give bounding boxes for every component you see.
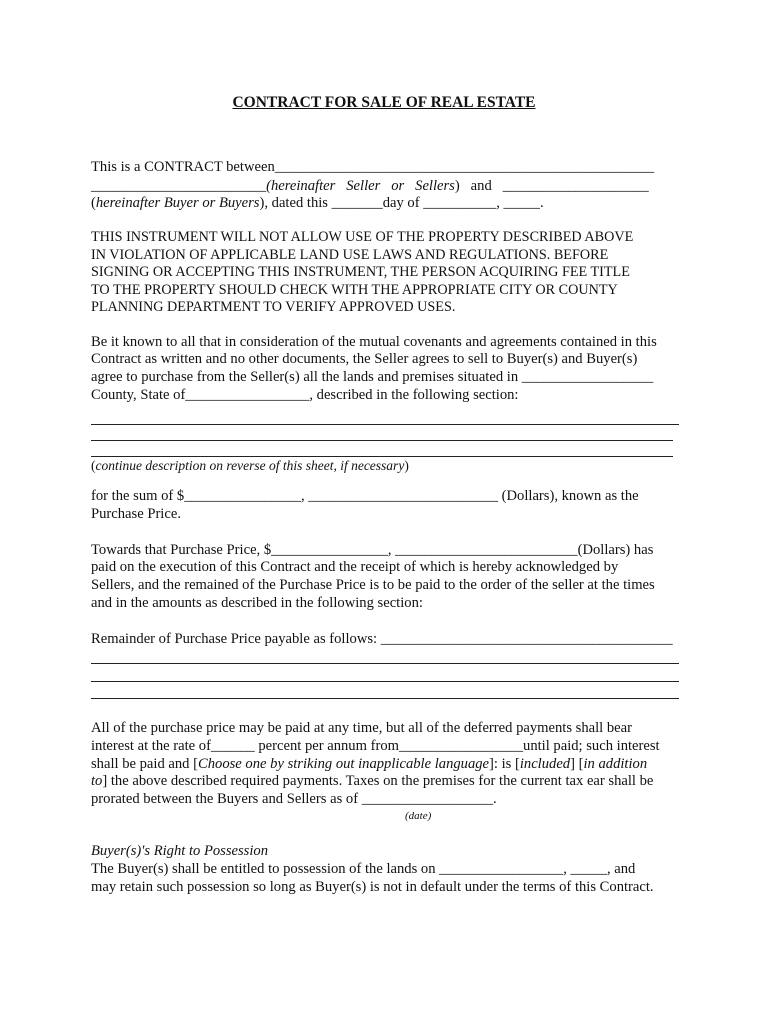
interest-line-2: interest at the rate of______ percent per annum from_________________until paid; such interest (91, 738, 660, 754)
option-included: included (519, 756, 571, 772)
date-label: (date) (405, 810, 432, 822)
interest-line-1: All of the purchase price may be paid at any time, but all of the deferred payments shall bear (91, 720, 632, 736)
continue-note-text: continue description on reverse of this sheet, if necessary (95, 458, 405, 473)
warning-line-4: TO THE PROPERTY SHOULD CHECK WITH THE APPROPRIATE CITY OR COUNTY (91, 282, 618, 298)
remainder-blank-line (91, 698, 679, 699)
towards-line-4: and in the amounts as described in the following section: (91, 595, 423, 611)
buyer-blank: ) and ____________________ (454, 178, 649, 194)
warning-line-3: SIGNING OR ACCEPTING THIS INSTRUMENT, THE PERSON ACQUIRING FEE TITLE (91, 264, 630, 280)
description-line (91, 440, 673, 441)
remainder-blank-line (91, 681, 679, 682)
interest-line-4 (91, 772, 679, 790)
towards-line-1: Towards that Purchase Price, $________________, _________________________(Dollars) has (91, 542, 654, 558)
interest-text: ] [ (570, 756, 584, 772)
interest-text: ] the above described required payments. Taxes on the premises for the current tax ear shall be (102, 773, 654, 789)
interest-text: ]: is [ (489, 756, 520, 772)
known-line-1: Be it known to all that in consideration of the mutual covenants and agreements contained in this (91, 334, 657, 350)
interest-line-3 (91, 755, 679, 773)
description-line (91, 424, 679, 425)
remainder-blank-line (91, 663, 679, 664)
parties-line-1: This is a CONTRACT between____________________________________________________ (91, 159, 655, 175)
known-line-2: Contract as written and no other documents, the Seller agrees to sell to Buyer(s) and Buyer(s) (91, 351, 638, 367)
option-in-addition: in addition (583, 756, 648, 772)
buyer-designation: hereinafter Buyer or Buyers (95, 195, 260, 211)
warning-line-1: THIS INSTRUMENT WILL NOT ALLOW USE OF THE PROPERTY DESCRIBED ABOVE (91, 229, 634, 245)
warning-line-5: PLANNING DEPARTMENT TO VERIFY APPROVED USES. (91, 299, 456, 315)
towards-line-3: Sellers, and the remained of the Purchase Price is to be paid to the order of the seller at the times (91, 577, 655, 593)
possession-heading: Buyer(s)'s Right to Possession (91, 843, 269, 859)
known-line-4: County, State of_________________, described in the following section: (91, 387, 519, 403)
interest-text: shall be paid and [ (91, 756, 198, 772)
warning-line-2: IN VIOLATION OF APPLICABLE LAND USE LAWS AND REGULATIONS. BEFORE (91, 247, 609, 263)
interest-line-5: prorated between the Buyers and Sellers as of __________________. (91, 791, 497, 807)
option-in-addition-cont: to (91, 773, 103, 789)
possession-line-2: may retain such possession so long as Buyer(s) is not in default under the terms of this Contract. (91, 879, 654, 895)
seller-designation: (hereinafter Seller or Sellers (266, 178, 455, 194)
parties-line-2 (91, 177, 679, 195)
parties-line-3: (hereinafter Buyer or Buyers), dated this _______day of __________, _____. (91, 195, 544, 211)
towards-line-2: paid on the execution of this Contract and the receipt of which is hereby acknowledged by (91, 559, 619, 575)
document-title: CONTRACT FOR SALE OF REAL ESTATE (232, 94, 536, 111)
continue-note: (continue description on reverse of this sheet, if necessary) (91, 458, 409, 473)
date-fields: ), dated this _______day of __________, _____. (259, 195, 544, 211)
strike-instruction: Choose one by striking out inapplicable language (198, 756, 490, 772)
remainder-line-1: Remainder of Purchase Price payable as follows: ________________________________________ (91, 631, 673, 647)
sum-line-2: Purchase Price. (91, 506, 181, 522)
known-line-3: agree to purchase from the Seller(s) all the lands and premises situated in __________________ (91, 369, 654, 385)
seller-blank: ________________________ (91, 178, 267, 194)
sum-line-1: for the sum of $________________, __________________________ (Dollars), known as the (91, 488, 639, 504)
possession-line-1: The Buyer(s) shall be entitled to possession of the lands on _________________, _____, and (91, 861, 636, 877)
